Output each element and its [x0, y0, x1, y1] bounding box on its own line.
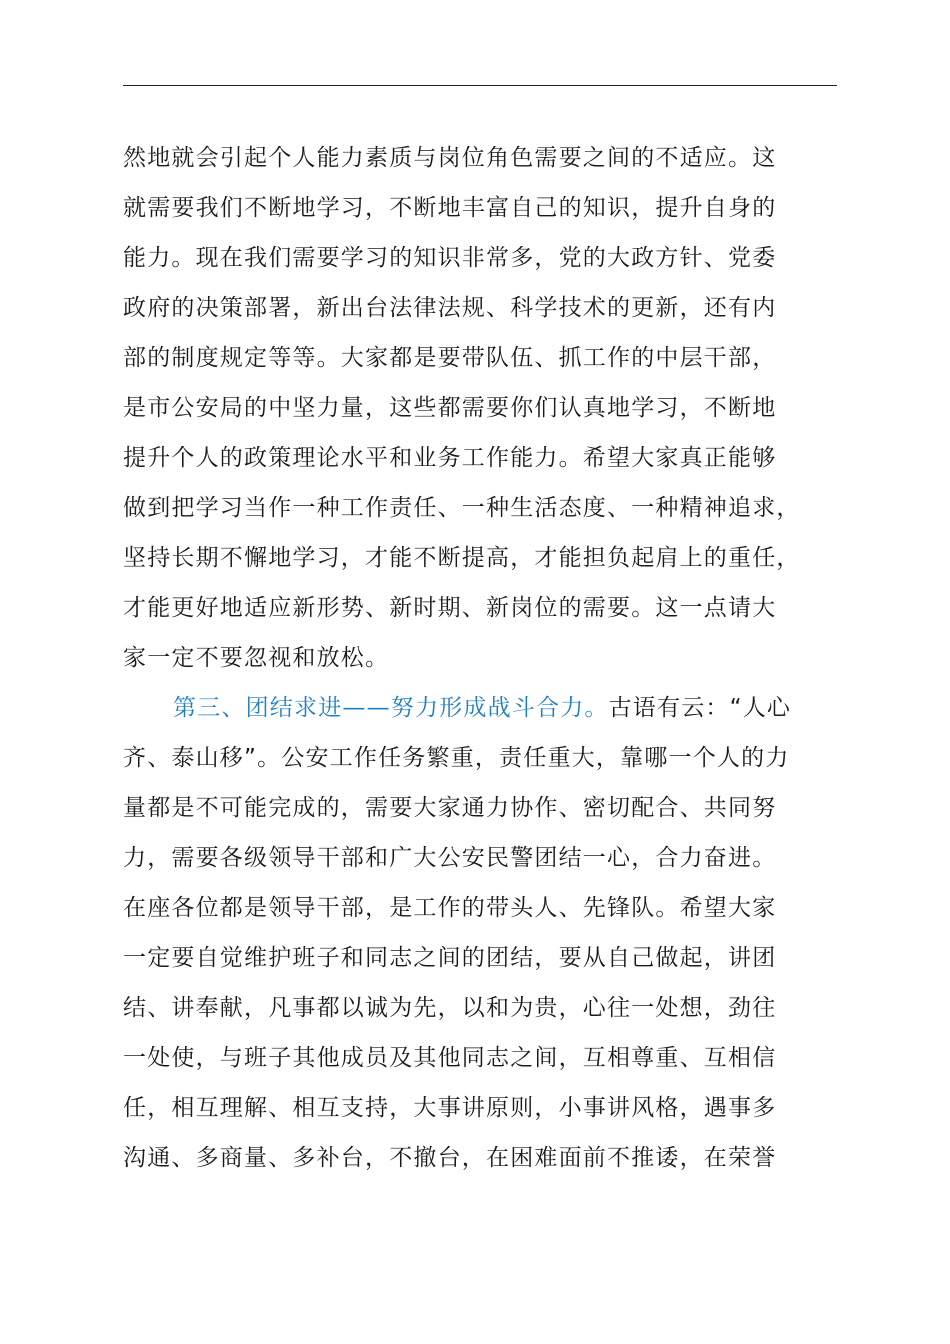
text-line: 量都是不可能完成的，需要大家通力协作、密切配合、共同努: [123, 795, 777, 821]
text-line: 部的制度规定等等。大家都是要带队伍、抓工作的中层干部，: [123, 345, 777, 371]
text-line: 就需要我们不断地学习，不断地丰富自己的知识，提升自身的: [123, 195, 777, 221]
text-line: 才能更好地适应新形势、新时期、新岗位的需要。这一点请大: [123, 595, 777, 621]
text-line-continuation: 古语有云：“人心: [608, 695, 792, 721]
section-heading-line: [123, 683, 883, 733]
text-line: 结、讲奉献，凡事都以诚为先，以和为贵，心往一处想，劲往: [123, 995, 777, 1021]
text-line: 一处使，与班子其他成员及其他同志之间，互相尊重、互相信: [123, 1045, 777, 1071]
section-3-heading: 第三、团结求进——努力形成战斗合力。: [173, 695, 609, 721]
text-line: 能力。现在我们需要学习的知识非常多，党的大政方针、党委: [123, 245, 777, 271]
text-line: 在座各位都是领导干部，是工作的带头人、先锋队。希望大家: [123, 895, 777, 921]
text-line: 力，需要各级领导干部和广大公安民警团结一心，合力奋进。: [123, 845, 777, 871]
document-body: [123, 133, 883, 1183]
text-line: 家一定不要忽视和放松。: [123, 645, 390, 671]
text-line: 一定要自觉维护班子和同志之间的团结，要从自己做起，讲团: [123, 945, 777, 971]
text-line: 任，相互理解、相互支持，大事讲原则，小事讲风格，遇事多: [123, 1095, 777, 1121]
text-line: 齐、泰山移”。公安工作任务繁重，责任重大，靠哪一个人的力: [123, 745, 790, 771]
text-line: 沟通、多商量、多补台，不撤台，在困难面前不推诿，在荣誉: [123, 1145, 777, 1171]
text-line: 是市公安局的中坚力量，这些都需要你们认真地学习，不断地: [123, 395, 777, 421]
text-line: 政府的决策部署，新出台法律法规、科学技术的更新，还有内: [123, 295, 777, 321]
text-line: 坚持长期不懈地学习，才能不断提高，才能担负起肩上的重任，: [123, 545, 801, 571]
text-line: 然地就会引起个人能力素质与岗位角色需要之间的不适应。这: [123, 145, 777, 171]
header-rule: [123, 85, 837, 86]
text-line: 做到把学习当作一种工作责任、一种生活态度、一种精神追求，: [123, 495, 801, 521]
text-line: 提升个人的政策理论水平和业务工作能力。希望大家真正能够: [123, 445, 777, 471]
